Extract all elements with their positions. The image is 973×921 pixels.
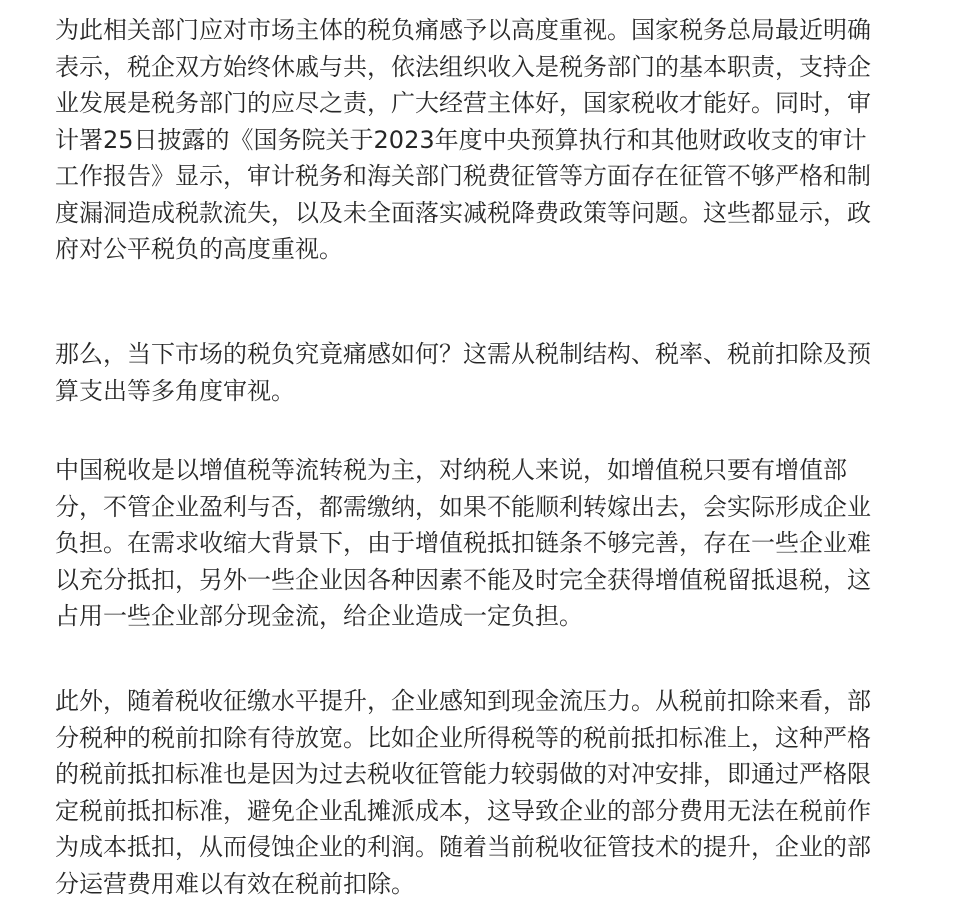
paragraph-line: 业发展是税务部门的应尽之责，广大经营主体好，国家税收才能好。同时，审	[55, 89, 871, 117]
paragraph-3	[55, 452, 871, 635]
paragraph-4	[55, 683, 871, 902]
paragraph-line: 占用一些企业部分现金流，给企业造成一定负担。	[55, 602, 583, 630]
paragraph-2	[55, 336, 871, 409]
paragraph-line: 中国税收是以增值税等流转税为主，对纳税人来说，如增值税只要有增值部	[55, 456, 847, 484]
paragraph-line: 度漏洞造成税款流失，以及未全面落实减税降费政策等问题。这些都显示，政	[55, 198, 871, 227]
paragraph-line: 负担。在需求收缩大背景下，由于增值税抵扣链条不够完善，存在一些企业难	[55, 529, 871, 557]
paragraph-line: 定税前抵扣标准，避免企业乱摊派成本，这导致企业的部分费用无法在税前作	[55, 796, 871, 825]
paragraph-1	[55, 12, 871, 268]
paragraph-line: 算支出等多角度审视。	[55, 376, 295, 405]
paragraph-line: 为成本抵扣，从而侵蚀企业的利润。随着当前税收征管技术的提升，企业的部	[55, 833, 871, 861]
paragraph-line: 的税前抵扣标准也是因为过去税收征管能力较弱做的对冲安排，即通过严格限	[55, 760, 871, 788]
paragraph-line: 以充分抵扣，另外一些企业因各种因素不能及时完全获得增值税留抵退税，这	[55, 565, 871, 594]
paragraph-line: 分运营费用难以有效在税前扣除。	[55, 869, 415, 898]
paragraph-line: 表示，税企双方始终休戚与共，依法组织收入是税务部门的基本职责，支持企	[55, 52, 871, 81]
paragraph-line: 那么，当下市场的税负究竟痛感如何？这需从税制结构、税率、税前扣除及预	[55, 340, 871, 368]
paragraph-line: 府对公平税负的高度重视。	[55, 235, 343, 263]
paragraph-line: 为此相关部门应对市场主体的税负痛感予以高度重视。国家税务总局最近明确	[55, 16, 871, 44]
paragraph-line: 分税种的税前扣除有待放宽。比如企业所得税等的税前抵扣标准上，这种严格	[55, 723, 871, 752]
paragraph-line: 此外，随着税收征缴水平提升，企业感知到现金流压力。从税前扣除来看，部	[55, 687, 871, 715]
paragraph-line: 工作报告》显示，审计税务和海关部门税费征管等方面存在征管不够严格和制	[55, 162, 871, 190]
paragraph-line: 分，不管企业盈利与否，都需缴纳，如果不能顺利转嫁出去，会实际形成企业	[55, 492, 871, 521]
paragraph-line: 计署25日披露的《国务院关于2023年度中央预算执行和其他财政收支的审计	[55, 125, 867, 154]
